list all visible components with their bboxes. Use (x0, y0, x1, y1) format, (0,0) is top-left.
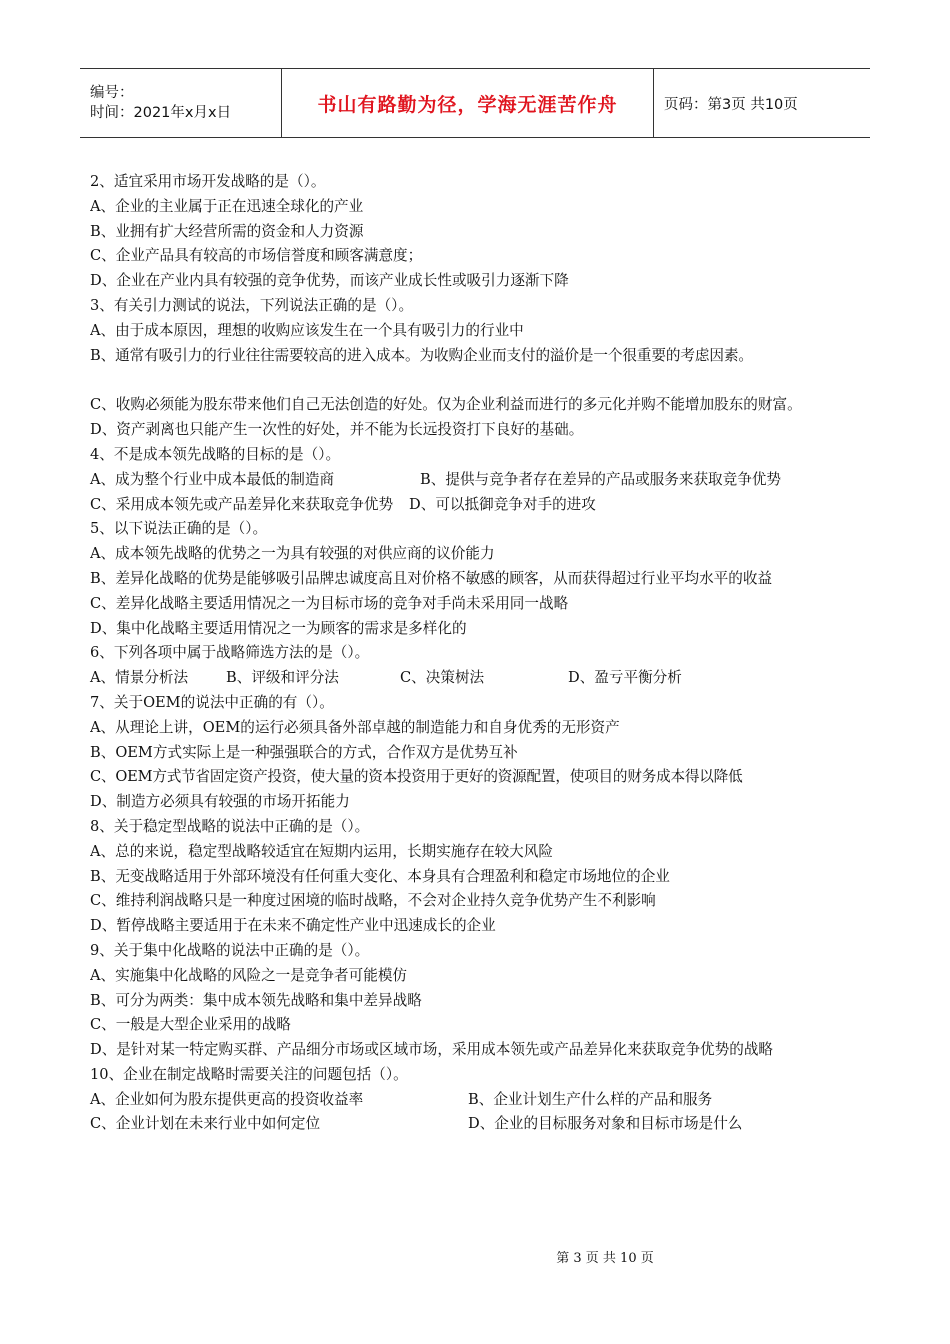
option-d: D、可以抵御竞争对手的进攻 (409, 495, 596, 513)
options-cd-row (90, 493, 860, 518)
option-a: A、成为整个行业中成本最低的制造商 (90, 470, 335, 488)
option-d: D、资产剥离也只能产生一次性的好处，并不能为长远投资打下良好的基础。 (90, 421, 584, 439)
page-footer: 第 3 页 共 10 页 (556, 1251, 654, 1266)
question-2: 2、适宜采用市场开发战略的是（）。 (90, 173, 326, 190)
option-b: B、业拥有扩大经营所需的资金和人力资源 (90, 222, 364, 240)
blank-line (90, 368, 860, 393)
page-label: 页码：第3页 共10页 (664, 96, 798, 113)
page-header (80, 68, 870, 138)
option-b: B、OEM方式实际上是一种强强联合的方式，合作双方是优势互补 (90, 743, 518, 761)
time-label: 时间：2021年x月x日 (90, 105, 232, 121)
option-c: C、企业产品具有较高的市场信誉度和顾客满意度； (90, 247, 423, 265)
question-7: 7、关于OEM的说法中正确的有（）。 (90, 693, 334, 711)
option-d: D、是针对某一特定购买群、产品细分市场或区域市场，采用成本领先或产品差异化来获取竞争优势的战略 (90, 1041, 774, 1059)
option-c: C、维持利润战略只是一种度过困境的临时战略，不会对企业持久竞争优势产生不利影响 (90, 892, 656, 910)
option-d: D、企业在产业内具有较强的竞争优势，而该产业成长性或吸引力逐渐下降 (90, 272, 569, 290)
document-body (90, 170, 860, 1137)
option-d: D、企业的目标服务对象和目标市场是什么 (468, 1115, 743, 1133)
option-b: B、可分为两类：集中成本领先战略和集中差异战略 (90, 991, 422, 1009)
options-cd-row (90, 1112, 860, 1137)
option-a: A、实施集中化战略的风险之一是竞争者可能模仿 (90, 966, 408, 984)
options-ab-row (90, 468, 860, 493)
question-8: 8、关于稳定型战略的说法中正确的是（）。 (90, 817, 370, 835)
option-c: C、差异化战略主要适用情况之一为目标市场的竞争对手尚未采用同一战略 (90, 594, 569, 612)
question-5: 5、以下说法正确的是（）。 (90, 520, 268, 538)
question-10: 10、企业在制定战略时需要关注的问题包括（）。 (90, 1065, 408, 1083)
option-c: C、企业计划在未来行业中如何定位 (90, 1115, 321, 1133)
option-b: B、差异化战略的优势是能够吸引品牌忠诚度高且对价格不敏感的顾客，从而获得超过行业平均水平的收益 (90, 569, 773, 587)
question-9: 9、关于集中化战略的说法中正确的是（）。 (90, 941, 370, 959)
option-d: D、集中化战略主要适用情况之一为顾客的需求是多样化的 (90, 619, 467, 637)
option-c: C、收购必须能为股东带来他们自己无法创造的好处。仅为企业利益而进行的多元化并购不能增加股东的财富。 (90, 396, 802, 414)
motto: 书山有路勤为径，学海无涯苦作舟 (282, 69, 654, 137)
option-a: A、企业的主业属于正在迅速全球化的产业 (90, 197, 364, 215)
option-c: C、一般是大型企业采用的战略 (90, 1016, 291, 1034)
header-meta (80, 69, 282, 137)
option-d: D、暂停战略主要适用于在未来不确定性产业中迅速成长的企业 (90, 917, 496, 935)
option-c: C、采用成本领先或产品差异化来获取竞争优势 (90, 495, 394, 513)
option-c: C、决策树法 (400, 669, 485, 687)
options-row (90, 666, 860, 691)
option-c: C、OEM方式节省固定资产投资，使大量的资本投资用于更好的资源配置，使项目的财务成本得以降低 (90, 768, 743, 786)
option-a: A、企业如何为股东提供更高的投资收益率 (90, 1090, 364, 1108)
option-b: B、评级和评分法 (226, 669, 339, 687)
option-a: A、从理论上讲，OEM的运行必须具备外部卓越的制造能力和自身优秀的无形资产 (90, 718, 620, 736)
question-6: 6、下列各项中属于战略筛选方法的是（）。 (90, 644, 370, 662)
option-d: D、制造方必须具有较强的市场开拓能力 (90, 793, 350, 811)
number-label: 编号： (90, 85, 134, 101)
option-b: B、企业计划生产什么样的产品和服务 (468, 1090, 713, 1108)
option-a: A、成本领先战略的优势之一为具有较强的对供应商的议价能力 (90, 545, 495, 563)
option-d: D、盈亏平衡分析 (568, 669, 682, 687)
question-3: 3、有关引力测试的说法，下列说法正确的是（）。 (90, 296, 414, 314)
option-a: A、由于成本原因，理想的收购应该发生在一个具有吸引力的行业中 (90, 321, 524, 339)
options-ab-row (90, 1088, 860, 1113)
option-b: B、无变战略适用于外部环境没有任何重大变化、本身具有合理盈利和稳定市场地位的企业 (90, 867, 670, 885)
question-4: 4、不是成本领先战略的目标的是（）。 (90, 445, 341, 463)
option-a: A、总的来说，稳定型战略较适宜在短期内运用，长期实施存在较大风险 (90, 842, 553, 860)
option-b: B、通常有吸引力的行业往往需要较高的进入成本。为收购企业而支付的溢价是一个很重要的考虑因素。 (90, 346, 753, 364)
option-b: B、提供与竞争者存在差异的产品或服务来获取竞争优势 (420, 470, 782, 488)
option-a: A、情景分析法 (90, 669, 189, 687)
